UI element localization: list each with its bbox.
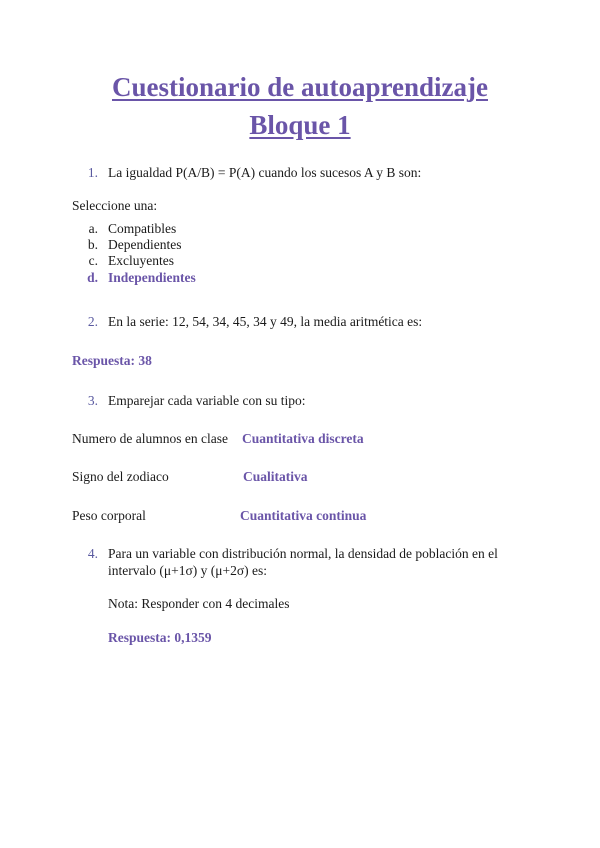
option-c-label: Excluyentes	[108, 253, 174, 268]
question-1-prompt: Seleccione una:	[72, 198, 158, 213]
question-2-number: 2.	[87, 314, 98, 329]
question-4-number: 4.	[87, 546, 98, 561]
pair-2-type: Cualitativa	[243, 469, 308, 484]
question-2-text: En la serie: 12, 54, 34, 45, 34 y 49, la media aritmética es:	[108, 314, 423, 329]
question-4-note: Nota: Responder con 4 decimales	[108, 596, 290, 611]
option-d-label: Independientes	[108, 270, 196, 285]
option-a-letter: a.	[88, 221, 98, 236]
pair-1-variable: Numero de alumnos en clase	[72, 431, 228, 446]
question-2-answer: Respuesta: 38	[72, 353, 152, 368]
question-4-text-line-1: Para un variable con distribución normal, la densidad de población en el	[108, 546, 498, 561]
page-subtitle: Bloque 1	[249, 110, 351, 140]
option-b-label: Dependientes	[108, 237, 182, 252]
question-4-text-line-2: intervalo (μ+1σ) y (μ+2σ) es:	[108, 563, 267, 578]
pair-1-type: Cuantitativa discreta	[242, 431, 364, 446]
option-b-letter: b.	[87, 237, 98, 252]
option-a-label: Compatibles	[108, 221, 177, 236]
question-1-number: 1.	[87, 165, 98, 180]
pair-3-type: Cuantitativa continua	[240, 508, 367, 523]
pair-2-variable: Signo del zodiaco	[72, 469, 169, 484]
pair-3-variable: Peso corporal	[72, 508, 146, 523]
question-3-number: 3.	[87, 393, 98, 408]
question-3-text: Emparejar cada variable con su tipo:	[108, 393, 306, 408]
question-4-answer: Respuesta: 0,1359	[108, 630, 212, 645]
page-title: Cuestionario de autoaprendizaje	[112, 72, 488, 102]
option-c-letter: c.	[88, 253, 98, 268]
question-1-text: La igualdad P(A/B) = P(A) cuando los sucesos A y B son:	[108, 165, 422, 180]
option-d-letter: d.	[87, 270, 98, 285]
